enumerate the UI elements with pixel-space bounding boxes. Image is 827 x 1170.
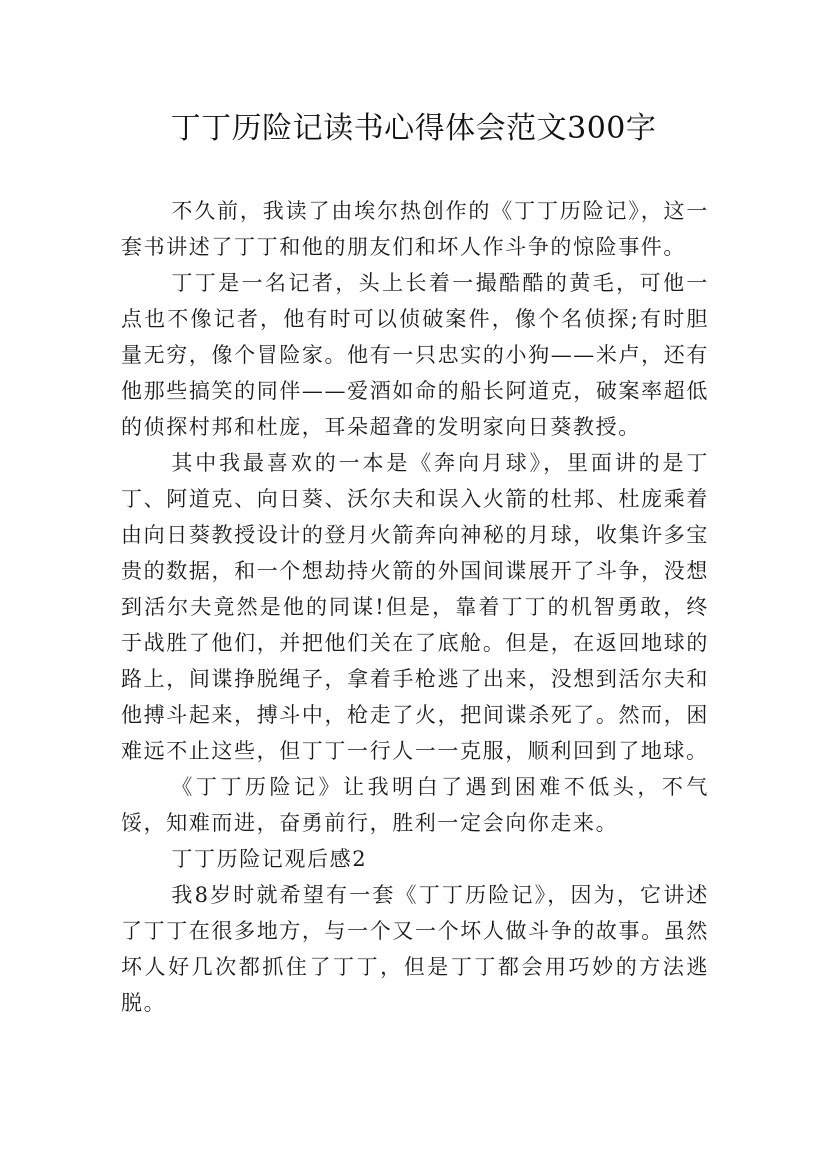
paragraph-intro: 不久前，我读了由埃尔热创作的《丁丁历险记》，这一套书讲述了丁丁和他的朋友们和坏人作斗争的惊险事件。 — [121, 199, 709, 259]
document-title: 丁丁历险记读书心得体会范文300字 — [170, 111, 657, 146]
paragraph-tintin-description: 丁丁是一名记者，头上长着一撮酷酷的黄毛，可他一点也不像记者，他有时可以侦破案件，像个名侦探;有时胆量无穷，像个冒险家。他有一只忠实的小狗——米卢，还有他那些搞笑的同伴——爱酒如命的船长阿道克，破案率超低的侦探村邦和杜庞，耳朵超聋的发明家向日葵教授。 — [121, 271, 709, 439]
paragraph-favorite-book: 其中我最喜欢的一本是《奔向月球》，里面讲的是丁丁、阿道克、向日葵、沃尔夫和误入火箭的杜邦、杜庞乘着由向日葵教授设计的登月火箭奔向神秘的月球，收集许多宝贵的数据，和一个想劫持火箭的外国间谍展开了斗争，没想到活尔夫竟然是他的同谋!但是，靠着丁丁的机智勇敢，终于战胜了他们，并把他们关在了底舱。但是，在返回地球的路上，间谍挣脱绳子，拿着手枪逃了出来，没想到活尔夫和他搏斗起来，搏斗中，枪走了火，把间谍杀死了。然而，困难远不止这些，但丁丁一行人一一克服，顺利回到了地球。 — [121, 451, 709, 763]
section-heading: 丁丁历险记观后感2 — [171, 847, 368, 871]
paragraph-lesson: 《丁丁历险记》让我明白了遇到困难不低头，不气馁，知难而进，奋勇前行，胜利一定会向你走来。 — [121, 775, 709, 835]
paragraph-second-essay: 我8岁时就希望有一套《丁丁历险记》，因为，它讲述了丁丁在很多地方，与一个又一个坏人做斗争的故事。虽然坏人好几次都抓住了丁丁，但是丁丁都会用巧妙的方法逃脱。 — [121, 883, 709, 1015]
document-body — [121, 193, 709, 1021]
